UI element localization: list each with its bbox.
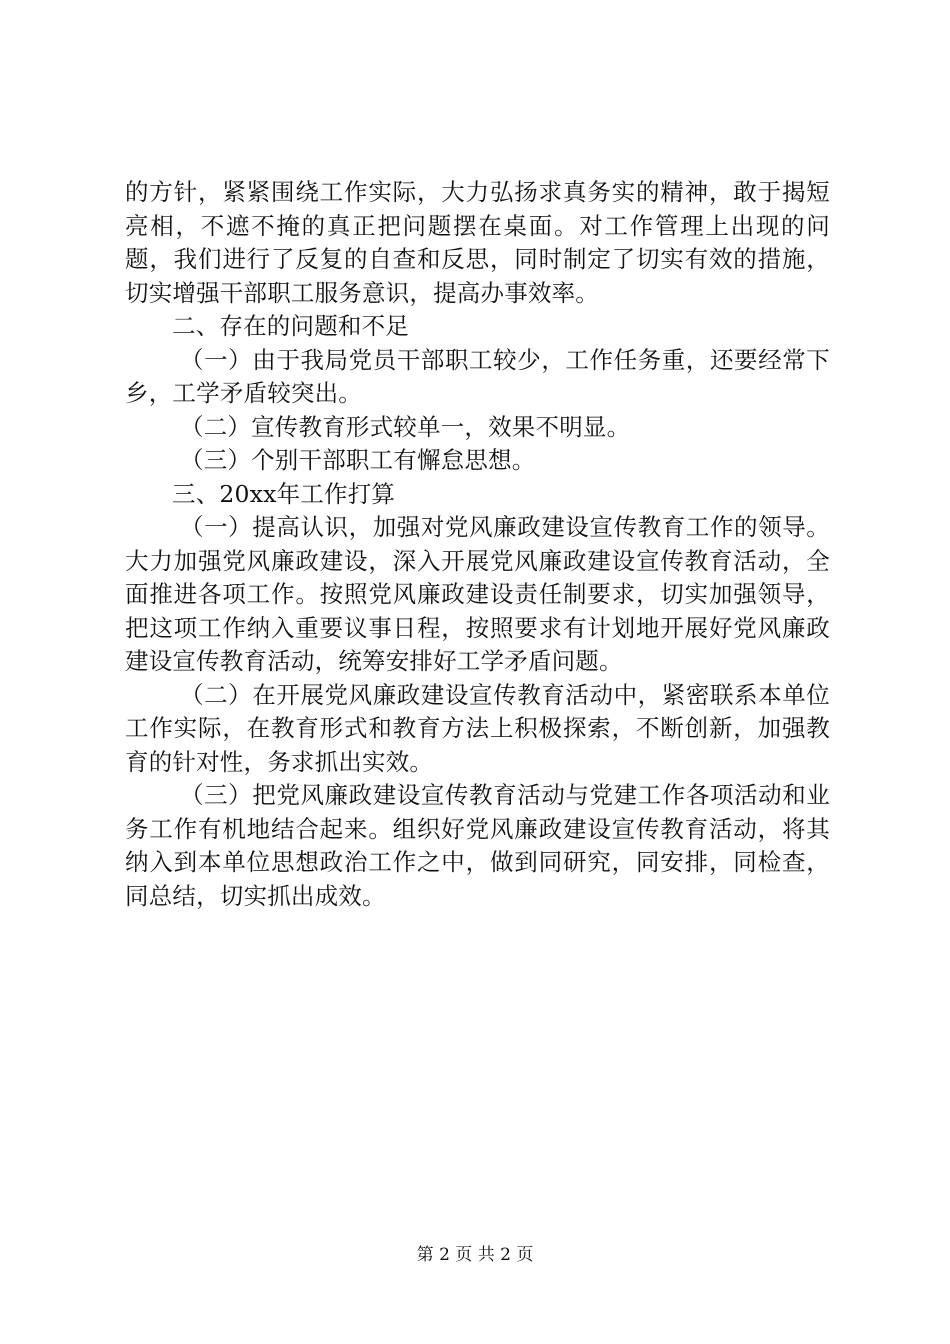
section-heading-problems: 二、存在的问题和不足 [172, 312, 409, 340]
paragraph-problem-1: （一）由于我局党员干部职工较少，工作任务重，还要经常下乡，工学矛盾较突出。 [125, 345, 830, 407]
page-number-footer: 第 2 页 共 2 页 [416, 1245, 534, 1265]
paragraph-plan-1: （一）提高认识，加强对党风廉政建设宣传教育工作的领导。大力加强党风廉政建设，深入开展党风廉政建设宣传教育活动，全面推进各项工作。按照党风廉政建设责任制要求，切实加强领导，把这项工作纳入重要议事日程，按照要求有计划地开展好党风廉政建设宣传教育活动，统筹安排好工学矛盾问题。 [125, 513, 830, 675]
section-heading-plan: 三、20xx年工作打算 [172, 479, 396, 508]
paragraph-continuation: 的方针，紧紧围绕工作实际，大力弘扬求真务实的精神，敢于揭短亮相，不遮不掩的真正把问题摆在桌面。对工作管理上出现的问题，我们进行了反复的自查和反思，同时制定了切实有效的措施，切实增强干部职工服务意识，提高办事效率。 [125, 178, 830, 307]
paragraph-plan-3: （三）把党风廉政建设宣传教育活动与党建工作各项活动和业务工作有机地结合起来。组织好党风廉政建设宣传教育活动，将其纳入到本单位思想政治工作之中，做到同研究，同安排，同检查，同总结，切实抓出成效。 [125, 781, 830, 910]
paragraph-problem-2: （二）宣传教育形式较单一，效果不明显。 [180, 412, 631, 441]
document-body [125, 176, 830, 913]
paragraph-plan-2: （二）在开展党风廉政建设宣传教育活动中，紧密联系本单位工作实际，在教育形式和教育方法上积极探索，不断创新，加强教育的针对性，务求抓出实效。 [125, 680, 830, 776]
paragraph-problem-3: （三）个别干部职工有懈怠思想。 [180, 446, 536, 474]
